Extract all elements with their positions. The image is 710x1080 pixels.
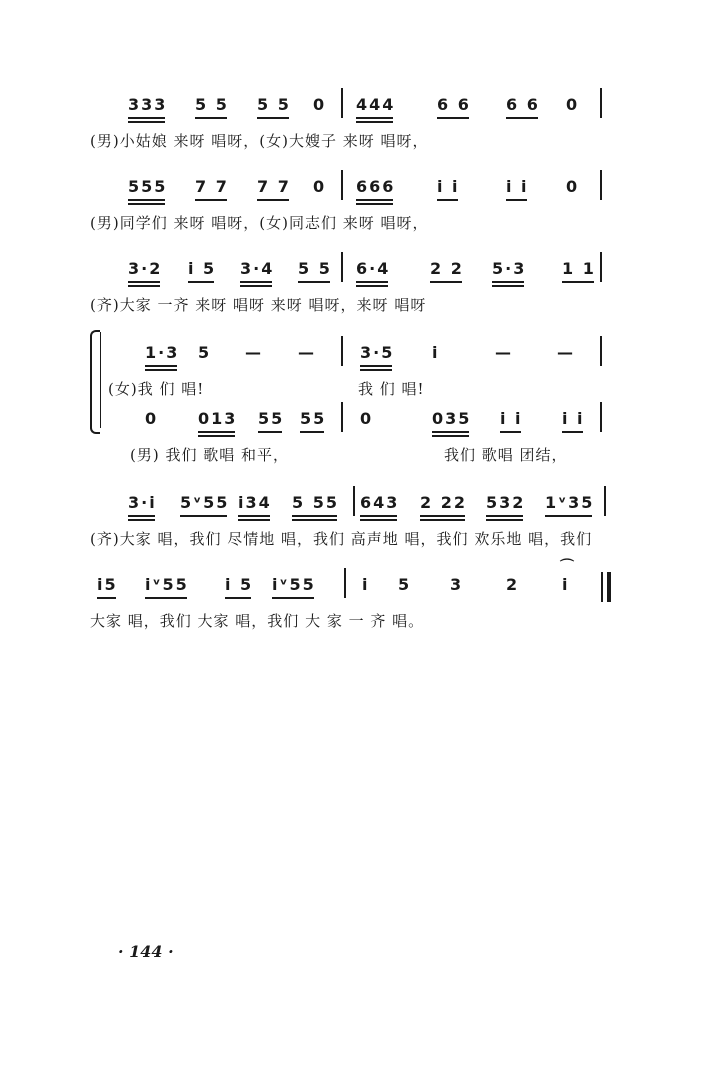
note-group: i — [362, 575, 370, 594]
beam-line — [360, 365, 392, 367]
beam-line — [272, 597, 314, 599]
beam-line-double — [128, 519, 155, 521]
beam-line — [238, 515, 270, 517]
notation-row — [0, 484, 710, 528]
note-group: i — [562, 575, 570, 594]
notation-row — [0, 86, 710, 130]
barline — [341, 170, 343, 200]
lyrics-line: (男)同学们 来呀 唱呀，(女)同志们 来呀 唱呀， — [90, 214, 429, 232]
beam-line — [432, 431, 469, 433]
note-group: 1ᵛ35 — [545, 494, 594, 512]
beam-line — [145, 597, 187, 599]
lyrics-line: (男)小姑娘 来呀 唱呀，(女)大嫂子 来呀 唱呀， — [90, 132, 429, 150]
barline — [600, 170, 602, 200]
barline — [600, 402, 602, 432]
beam-line-double — [356, 285, 388, 287]
beam-line — [356, 281, 388, 283]
lyrics-line-left: (女)我 们 唱! — [108, 380, 205, 398]
note-group: i5 — [97, 576, 118, 594]
beam-line — [420, 515, 465, 517]
beam-line-double — [356, 203, 393, 205]
beam-line — [195, 117, 227, 119]
note-group: 035 — [432, 410, 471, 428]
beam-line — [145, 365, 177, 367]
notation-row — [0, 400, 710, 444]
note-group: 643 — [360, 494, 399, 512]
note-group: 3·4 — [240, 260, 274, 278]
beam-line-double — [356, 121, 393, 123]
note-group: 3·5 — [360, 344, 394, 362]
beam-line — [180, 515, 227, 517]
barline — [341, 402, 343, 432]
beam-line-double — [492, 285, 524, 287]
beam-line-double — [360, 369, 392, 371]
lyrics-line: 大家 唱，我们 大家 唱，我们 大 家 一 齐 唱。 — [90, 612, 425, 630]
lyrics-line-right: 我 们 唱! — [358, 380, 425, 398]
beam-line — [128, 515, 155, 517]
beam-line — [492, 281, 524, 283]
beam-line — [430, 281, 462, 283]
note-group: i — [432, 343, 440, 362]
note-group: 7 7 — [195, 178, 229, 196]
beam-line-double — [145, 369, 177, 371]
barline — [341, 336, 343, 366]
note-group: i 5 — [188, 260, 216, 278]
note-group: i i — [500, 410, 523, 428]
beam-line — [198, 431, 235, 433]
beam-line — [298, 281, 330, 283]
note-group: 3·2 — [128, 260, 162, 278]
note-group: 1·3 — [145, 344, 179, 362]
page-number: · 144 · — [118, 942, 174, 961]
beam-line — [257, 199, 289, 201]
beam-line — [258, 431, 282, 433]
beam-line-double — [128, 121, 165, 123]
lyrics-line: (齐)大家 唱，我们 尽情地 唱，我们 高声地 唱，我们 欢乐地 唱，我们 — [90, 530, 593, 548]
beam-line-double — [360, 519, 397, 521]
beam-line — [292, 515, 337, 517]
beam-line-double — [240, 285, 272, 287]
note-group: 5 5 — [195, 96, 229, 114]
note-group: 1 1 — [562, 260, 596, 278]
note-group: i34 — [238, 494, 272, 512]
beam-line-double — [238, 519, 270, 521]
barline — [341, 252, 343, 282]
barline — [600, 336, 602, 366]
note-group: — — [245, 343, 263, 362]
note-group: 5 — [198, 343, 212, 362]
beam-line — [500, 431, 521, 433]
final-barline — [601, 572, 603, 602]
note-group: iᵛ55 — [145, 576, 189, 594]
beam-line — [562, 431, 583, 433]
note-group: 333 — [128, 96, 167, 114]
note-group: — — [298, 343, 316, 362]
note-group: 5 — [398, 575, 412, 594]
beam-line — [225, 597, 251, 599]
note-group: 5 55 — [292, 494, 339, 512]
beam-line — [356, 117, 393, 119]
note-group: i i — [437, 178, 460, 196]
beam-line — [360, 515, 397, 517]
notation-row — [0, 168, 710, 212]
note-group: 5·3 — [492, 260, 526, 278]
note-group: 6 6 — [437, 96, 471, 114]
note-group: 3 — [450, 575, 464, 594]
barline — [344, 568, 346, 598]
note-group: 0 — [360, 409, 374, 428]
beam-line — [562, 281, 594, 283]
beam-line-double — [432, 435, 469, 437]
barline — [600, 88, 602, 118]
beam-line — [257, 117, 289, 119]
note-group: i i — [562, 410, 585, 428]
beam-line — [506, 199, 527, 201]
barline — [604, 486, 606, 516]
beam-line-double — [486, 519, 523, 521]
beam-line — [188, 281, 214, 283]
beam-line — [300, 431, 324, 433]
beam-line — [128, 199, 165, 201]
note-group: 6 6 — [506, 96, 540, 114]
note-group: 0 — [313, 95, 327, 114]
note-group: — — [495, 343, 513, 362]
beam-line — [240, 281, 272, 283]
note-group: 6·4 — [356, 260, 390, 278]
note-group: 5 5 — [298, 260, 332, 278]
note-group: 0 — [566, 177, 580, 196]
lyrics-line-left: (男) 我们 歌唱 和平， — [130, 446, 290, 464]
note-group: 2 22 — [420, 494, 467, 512]
note-group: 0 — [566, 95, 580, 114]
note-group: — — [557, 343, 575, 362]
barline — [600, 252, 602, 282]
note-group: 7 7 — [257, 178, 291, 196]
lyrics-line-right: 我们 歌唱 团结， — [444, 446, 568, 464]
note-group: 3·i — [128, 494, 157, 512]
beam-line — [486, 515, 523, 517]
notation-row — [0, 334, 710, 378]
note-group: iᵛ55 — [272, 576, 316, 594]
lyrics-line: (齐)大家 一齐 来呀 唱呀 来呀 唱呀，来呀 唱呀 — [90, 296, 427, 314]
note-group: 666 — [356, 178, 395, 196]
beam-line — [356, 199, 393, 201]
beam-line-double — [292, 519, 337, 521]
note-group: 55 — [258, 410, 284, 428]
note-group: 5 5 — [257, 96, 291, 114]
final-barline-thick — [607, 572, 611, 602]
note-group: 532 — [486, 494, 525, 512]
note-group: 444 — [356, 96, 395, 114]
note-group: 2 2 — [430, 260, 464, 278]
beam-line-double — [198, 435, 235, 437]
note-group: 2 — [506, 575, 520, 594]
beam-line — [545, 515, 592, 517]
beam-line-double — [420, 519, 465, 521]
notation-row — [0, 566, 710, 610]
beam-line — [97, 597, 116, 599]
note-group: 013 — [198, 410, 237, 428]
note-group: i i — [506, 178, 529, 196]
beam-line-double — [128, 285, 160, 287]
barline — [341, 88, 343, 118]
beam-line — [437, 199, 458, 201]
beam-line — [195, 199, 227, 201]
note-group: 555 — [128, 178, 167, 196]
note-group: 5ᵛ55 — [180, 494, 229, 512]
note-group: 55 — [300, 410, 326, 428]
beam-line — [506, 117, 538, 119]
note-group: i 5 — [225, 576, 253, 594]
note-group: 0 — [313, 177, 327, 196]
notation-row — [0, 250, 710, 294]
barline — [353, 486, 355, 516]
note-group: 0 — [145, 409, 159, 428]
fermata-icon: ⌒ — [560, 559, 574, 575]
beam-line — [437, 117, 469, 119]
beam-line — [128, 281, 160, 283]
beam-line — [128, 117, 165, 119]
beam-line-double — [128, 203, 165, 205]
